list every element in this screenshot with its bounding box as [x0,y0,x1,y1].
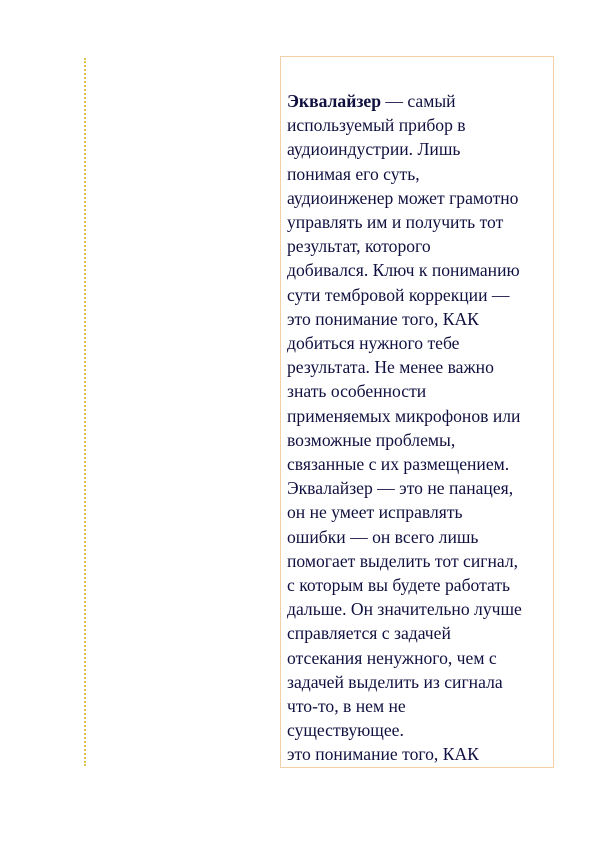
article-body: — самый используемый прибор в аудиоиндустрии. Лишь понимая его суть, аудиоинженер может грамотно управлять им и получить тот результат, которого добивался. Ключ к пониманию сути тембровой коррекции — это понимание того, КАК добиться нужного тебе результата. Не менее важно знать особенности применяемых микрофонов или возможные проблемы, связанные с их размещением. Эквалайзер — это не панацея, он не умеет исправлять ошибки — он всего лишь помогает выделить тот сигнал, с которым вы будете работать дальше. Он значительно лучше справляется с задачей отсекания ненужного, чем с задачей выделить из сигнала что-то, в нем не существующее. это понимание того, КАК [287,91,522,765]
lead-term: Эквалайзер [287,91,381,111]
text-frame [280,56,554,768]
article-paragraph [287,89,549,767]
left-dotted-rule [84,58,86,766]
